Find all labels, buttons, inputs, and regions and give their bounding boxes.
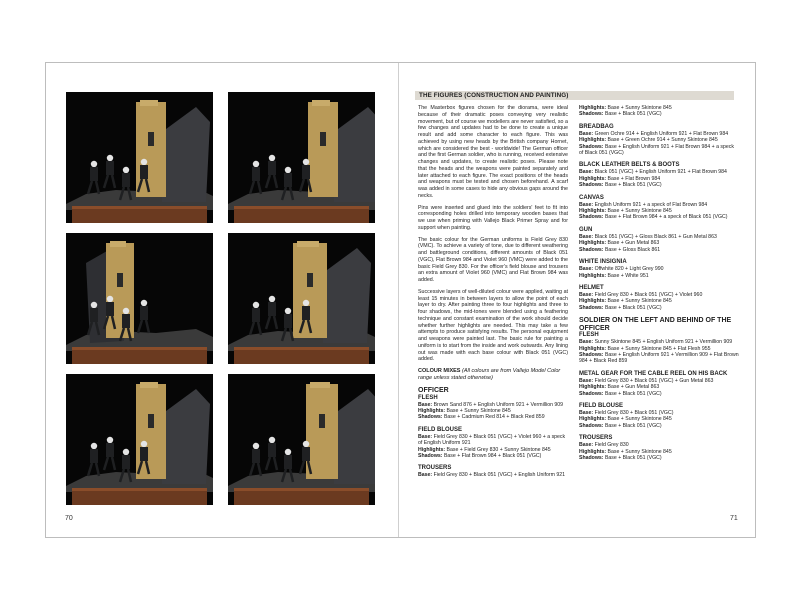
- figure-head: [107, 155, 113, 161]
- mix-item: [579, 352, 739, 365]
- diorama-illustration: [228, 92, 375, 223]
- figure-head: [253, 443, 259, 449]
- mix-item: [579, 214, 739, 220]
- mix-value: Base + Sunny Skintone 845: [606, 416, 672, 423]
- canvas-heading: CANVAS: [579, 194, 604, 201]
- pillar-top: [110, 241, 126, 247]
- mix-item: [418, 414, 568, 420]
- mix-value: Base + Green Ochre 914 + Sunny Skintone 845: [606, 137, 718, 144]
- mix-value: Base + Sunny Skintone 845: [606, 208, 672, 215]
- figure-head: [269, 437, 275, 443]
- figure-head: [91, 302, 97, 308]
- figure-head: [141, 441, 147, 447]
- figure-head: [253, 161, 259, 167]
- pillar-window: [148, 414, 154, 428]
- mix-item: [579, 391, 739, 397]
- field-blouse-heading: FIELD BLOUSE: [579, 402, 624, 409]
- mix-list: [579, 339, 739, 365]
- pillar-top: [310, 382, 330, 388]
- mix-key: Highlights:: [579, 448, 607, 455]
- figure-body: [106, 161, 114, 175]
- figure-head: [141, 159, 147, 165]
- wooden-base-edge: [234, 347, 369, 350]
- figure-body: [252, 167, 260, 181]
- figure-body: [284, 455, 292, 469]
- mix-key: Base:: [579, 130, 594, 137]
- diorama-photo-3: [66, 233, 213, 364]
- mix-item: [579, 423, 739, 429]
- mix-key: Shadows:: [579, 182, 604, 189]
- mix-key: Highlights:: [579, 416, 607, 423]
- figure-body: [140, 306, 148, 320]
- mix-key: Shadows:: [579, 304, 604, 311]
- mix-key: Base:: [579, 233, 594, 240]
- mix-value: Base + White 951: [606, 272, 649, 279]
- pillar-window: [307, 273, 313, 287]
- paragraph: Successive layers of well-diluted colour were applied, waiting at least 15 minutes in between layers to allow the point of each layer to dry. After painting three to four highlights and three to four shadows, the mid-tones were blended using a feathering technique and constant examination of the work should decide whether further highlights are needed. This may take a few attempts to produce satisfying results. The personal equipment and weapons were painted last. The basic rule for painting a uniform is to start from the inside and work outwards. Any lining out was made with each base colour with Black 051 (VGC) added.: [418, 288, 568, 363]
- mix-key: Highlights:: [418, 446, 446, 453]
- pillar-window: [320, 132, 326, 146]
- mix-value: Green Ochre 914 + English Uniform 921 + Flat Brown 984: [593, 130, 729, 137]
- figure-body: [90, 167, 98, 181]
- figure-head: [253, 302, 259, 308]
- figure-body: [140, 165, 148, 179]
- mix-value: English Uniform 921 + a speck of Flat Brown 984: [593, 201, 708, 208]
- figure-head: [285, 167, 291, 173]
- figure-body: [252, 308, 260, 322]
- flesh-heading: FLESH: [418, 394, 438, 401]
- figure-body: [268, 443, 276, 457]
- text-column-right: [579, 105, 739, 461]
- mix-item: [579, 111, 739, 117]
- mix-key: Base:: [579, 291, 594, 298]
- mix-value: Base + Cadmium Red 814 + Black Red 859: [442, 414, 545, 421]
- mix-item: [418, 434, 568, 447]
- mix-value: Field Grey 830 + Black 051 (VGC) + Gun Metal 863: [593, 377, 714, 384]
- stone-pillar: [308, 102, 338, 197]
- figure-body: [122, 455, 130, 469]
- mix-value: Field Grey 830: [593, 442, 629, 449]
- page-number-left: 70: [65, 515, 73, 522]
- wooden-base-edge: [72, 488, 207, 491]
- colour-mixes-label: COLOUR MIXES: [418, 368, 461, 374]
- figure-head: [303, 300, 309, 306]
- figure-head: [123, 167, 129, 173]
- mix-list: [579, 202, 739, 221]
- pillar-top: [297, 241, 319, 247]
- mix-key: Highlights:: [579, 345, 607, 352]
- mix-key: Base:: [579, 201, 594, 208]
- figure-head: [91, 443, 97, 449]
- pillar-top: [312, 100, 330, 106]
- figure-head: [123, 449, 129, 455]
- wooden-base-edge: [72, 206, 207, 209]
- mix-value: Base + Black 051 (VGC): [603, 111, 662, 118]
- mix-key: Shadows:: [579, 390, 604, 397]
- mix-key: Highlights:: [579, 175, 607, 182]
- mix-key: Highlights:: [579, 240, 607, 247]
- colour-mixes-heading: [418, 368, 568, 381]
- mix-key: Shadows:: [579, 111, 604, 118]
- figure-head: [269, 296, 275, 302]
- mix-value: Black 051 (VGC) + Gloss Black 861 + Gun Metal 863: [593, 233, 717, 240]
- diorama-photo-1: [66, 92, 213, 223]
- field-blouse-heading: FIELD BLOUSE: [418, 426, 463, 433]
- paragraph: Pins were inserted and glued into the soldiers' feet to fit into corresponding holes drilled into temporary wooden bases that we use when priming with Vallejo Black Primer Spray and for support when painting.: [418, 204, 568, 231]
- diorama-illustration: [228, 233, 375, 364]
- mix-value: Offwhite 820 + Light Grey 990: [593, 266, 664, 273]
- mix-key: Base:: [579, 442, 594, 449]
- mix-key: Shadows:: [579, 351, 604, 358]
- mix-key: Base:: [579, 409, 594, 416]
- mix-item: [579, 305, 739, 311]
- mix-key: Base:: [418, 472, 433, 479]
- figure-body: [284, 173, 292, 187]
- mix-value: Brown Sand 876 + English Uniform 921 + Vermillion 909: [432, 401, 564, 408]
- mix-item: [418, 472, 568, 478]
- mix-value: Base + Gloss Black 861: [603, 246, 661, 253]
- figure-body: [122, 314, 130, 328]
- officer-heading: OFFICER: [418, 387, 449, 394]
- figure-head: [91, 161, 97, 167]
- mix-key: Base:: [579, 377, 594, 384]
- figure-body: [122, 173, 130, 187]
- mix-value: Base + English Uniform 921 + Vermillion 909 + Flat Brown 984 + Black Red 859: [579, 351, 739, 365]
- mix-key: Base:: [418, 401, 433, 408]
- mix-list: [579, 292, 739, 311]
- mix-value: Base + Black 051 (VGC): [603, 390, 662, 397]
- figure-body: [252, 449, 260, 463]
- gun-heading: GUN: [579, 226, 593, 233]
- mix-value: Base + Sunny Skintone 845: [606, 105, 672, 111]
- mix-key: Shadows:: [579, 455, 604, 461]
- mix-value: Black 051 (VGC) + English Uniform 921 + Flat Brown 984: [593, 169, 727, 176]
- mix-item: [579, 182, 739, 188]
- mix-value: Base + English Uniform 921 + Flat Brown 984 + a speck of Black 051 (VGC): [579, 143, 734, 157]
- mix-value: Base + Gun Metal 863: [606, 240, 660, 247]
- mix-item: [579, 455, 739, 461]
- mix-key: Shadows:: [579, 246, 604, 253]
- figure-head: [269, 155, 275, 161]
- page-number-right: 71: [730, 515, 738, 522]
- mix-list: [579, 266, 739, 279]
- mix-item: [579, 247, 739, 253]
- figure-head: [141, 300, 147, 306]
- section-title: THE FIGURES (CONSTRUCTION AND PAINTING): [419, 92, 569, 99]
- figure-body: [302, 306, 310, 320]
- mix-list: [579, 169, 739, 188]
- diorama-illustration: [66, 374, 213, 505]
- mix-list: [418, 434, 568, 460]
- book-spread: [45, 62, 756, 538]
- figure-head: [107, 296, 113, 302]
- diorama-photo-6: [228, 374, 375, 505]
- mix-key: Highlights:: [418, 407, 446, 414]
- colour-mixes-note: (All colours are from Vallejo Model Color range unless stated otherwise): [418, 368, 561, 381]
- mix-value: Base + Black 051 (VGC): [603, 304, 662, 311]
- text-column-left: [418, 105, 568, 479]
- mix-key: Shadows:: [579, 422, 604, 429]
- mix-value: Field Grey 830 + Black 051 (VGC) + Violet 960 + a speck of English Uniform 921: [418, 433, 566, 447]
- figure-head: [303, 159, 309, 165]
- mix-value: Base + Sunny Skintone 845: [606, 298, 672, 305]
- figure-body: [284, 314, 292, 328]
- figure-body: [90, 308, 98, 322]
- diorama-illustration: [66, 233, 213, 364]
- diorama-illustration: [228, 374, 375, 505]
- mix-key: Highlights:: [579, 272, 607, 279]
- figure-body: [302, 165, 310, 179]
- mix-key: Base:: [579, 266, 594, 273]
- metal-gear-heading: METAL GEAR FOR THE CABLE REEL ON HIS BACK: [579, 370, 728, 377]
- helmet-heading: HELMET: [579, 284, 604, 291]
- figure-body: [106, 302, 114, 316]
- mix-list: [579, 105, 739, 118]
- mix-key: Highlights:: [579, 298, 607, 305]
- mix-key: Shadows:: [579, 143, 604, 150]
- pillar-window: [148, 132, 154, 146]
- spine-divider: [398, 63, 399, 537]
- figure-head: [285, 449, 291, 455]
- mix-key: Shadows:: [418, 414, 443, 421]
- mix-list: [579, 131, 739, 157]
- figure-body: [302, 447, 310, 461]
- figure-body: [106, 443, 114, 457]
- section-banner: [415, 91, 734, 100]
- mix-value: Base + Flat Brown 984: [606, 175, 661, 182]
- diorama-photo-5: [66, 374, 213, 505]
- mix-item: [579, 273, 739, 279]
- diorama-photo-4: [228, 233, 375, 364]
- mix-key: Base:: [579, 339, 594, 346]
- pillar-window: [319, 414, 325, 428]
- wooden-base-edge: [234, 206, 369, 209]
- belts-heading: BLACK LEATHER BELTS & BOOTS: [579, 162, 680, 169]
- mix-key: Highlights:: [579, 105, 607, 111]
- mix-value: Base + Black 051 (VGC): [603, 182, 662, 189]
- breadbag-heading: BREADBAG: [579, 123, 614, 130]
- wooden-base-edge: [234, 488, 369, 491]
- mix-list: [579, 234, 739, 253]
- mix-value: Field Grey 830 + Black 051 (VGC): [593, 409, 674, 416]
- mix-key: Base:: [418, 433, 433, 440]
- figure-head: [107, 437, 113, 443]
- pillar-top: [140, 100, 158, 106]
- diorama-illustration: [66, 92, 213, 223]
- mix-value: Base + Sunny Skintone 845: [445, 407, 511, 414]
- mix-value: Base + Sunny Skintone 845: [606, 448, 672, 455]
- mix-key: Base:: [579, 169, 594, 176]
- mix-value: Base + Black 051 (VGC): [603, 422, 662, 429]
- mix-list: [418, 402, 568, 421]
- figure-head: [303, 441, 309, 447]
- figure-body: [90, 449, 98, 463]
- mix-item: [418, 453, 568, 459]
- pillar-top: [140, 382, 158, 388]
- diorama-photo-2: [228, 92, 375, 223]
- soldier-left-heading: SOLDIER ON THE LEFT AND BEHIND OF THE OFFICER: [579, 317, 732, 332]
- mix-value: Base + Gun Metal 863: [606, 384, 660, 391]
- figure-head: [285, 308, 291, 314]
- mix-value: Field Grey 830 + Black 051 (VGC) + Violet 960: [593, 291, 703, 298]
- mix-key: Highlights:: [579, 208, 607, 215]
- flesh-heading: FLESH: [579, 332, 599, 339]
- paragraph: The basic colour for the German uniforms is Field Grey 830 (VMC). To achieve a variety of tone, due to different weathering and battleground conditions, different amounts of Black 051 (VGC), Flat Brown 984 and Violet 960 (VMC) were added to the basic Field Grey 830. For the officer's field blouse and trousers an extra amount of Violet 960 (VMC) and Flat Brown 984 was added.: [418, 236, 568, 283]
- mix-list: [418, 472, 568, 478]
- trousers-heading: TROUSERS: [418, 465, 452, 472]
- mix-value: Base + Flat Brown 984 + a speck of Black 051 (VGC): [603, 214, 728, 221]
- wooden-base-edge: [72, 347, 207, 350]
- insignia-heading: WHITE INSIGNIA: [579, 259, 627, 266]
- figure-body: [268, 161, 276, 175]
- mix-key: Highlights:: [579, 137, 607, 144]
- mix-key: Shadows:: [579, 214, 604, 221]
- trousers-heading: TROUSERS: [579, 435, 613, 442]
- mix-key: Highlights:: [579, 384, 607, 391]
- mix-value: Base + Flat Brown 984 + Black 051 (VGC): [442, 452, 542, 459]
- mix-key: Shadows:: [418, 452, 443, 459]
- mix-item: [579, 144, 739, 157]
- mix-list: [579, 442, 739, 461]
- mix-list: [579, 410, 739, 429]
- mix-list: [579, 378, 739, 397]
- figure-body: [140, 447, 148, 461]
- stone-pillar: [306, 384, 338, 479]
- mix-value: Field Grey 830 + Black 051 (VGC) + English Uniform 921: [432, 472, 566, 479]
- mix-value: Base + Field Grey 830 + Sunny Skintone 845: [445, 446, 551, 453]
- figure-body: [268, 302, 276, 316]
- paragraph: The Masterbox figures chosen for the diorama, were ideal because of their dramatic poses conveying very realistic movement, but of course we modellers are never satisfied, so a few changes and updates had to be done to create a unique result and add some character to each figure. This was achieved by using new heads by the British company Hornet, which are considered the best - worldwide! The German officer and the first German soldier, who is running, received extensive changes and updates, to create realistic poses. Please note that the heads and the weapons were painted separately and later attached to each figure. The exact positions of the heads and weapons must be tested and chosen beforehand. A scarf was added in some cases to hide any obvious gaps around the necks.: [418, 105, 568, 199]
- mix-value: Base + Sunny Skintone 845 + Flat Flesh 955: [606, 345, 711, 352]
- mix-value: Base + Black 051 (VGC): [603, 455, 662, 461]
- figure-head: [123, 308, 129, 314]
- mix-value: Sunny Skintone 845 + English Uniform 921 + Vermillion 909: [593, 339, 733, 346]
- pillar-window: [117, 273, 123, 287]
